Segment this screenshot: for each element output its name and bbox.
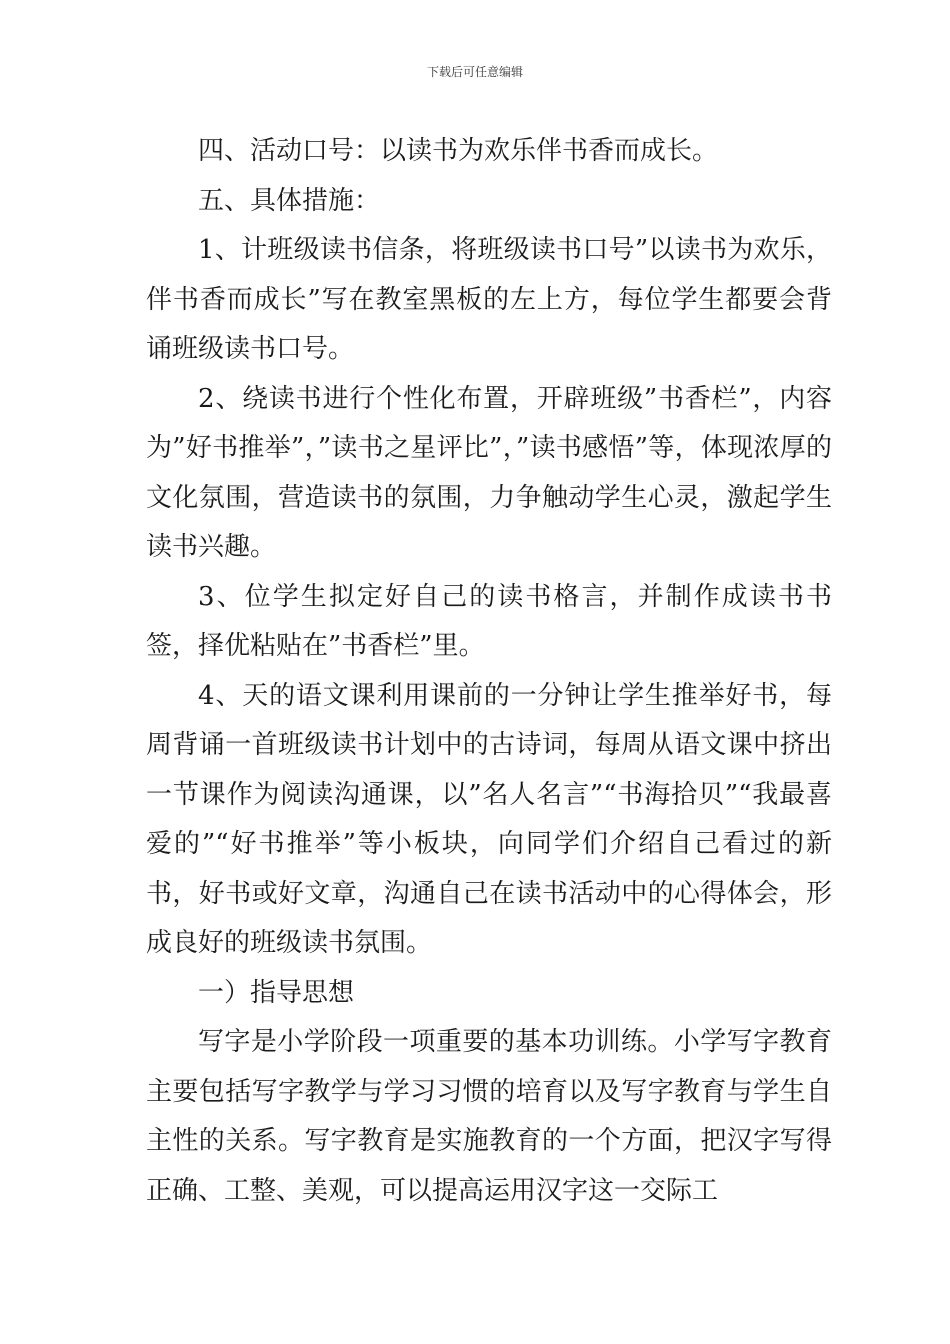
paragraph-guiding-thought-heading: 一）指导思想	[198, 977, 355, 1008]
paragraph-measures-heading: 五、具体措施：	[198, 185, 381, 216]
paragraph-writing-intro: 写字是小学阶段一项重要的基本功训练。小学写字教育主要包括写字教学与学习习惯的培育以及写字教育与学生自主性的关系。写字教育是实施教育的一个方面，把汉字写得正确、工整、美观，可以提高运用汉字这一交际工	[146, 1027, 832, 1206]
document-body	[146, 127, 832, 1216]
page-header: 下载后可任意编辑	[426, 65, 523, 79]
paragraph-measure-2: 2、绕读书进行个性化布置，开辟班级”书香栏”，内容为”好书推举”，”读书之星评比”，”读书感悟”等，体现浓厚的文化氛围，营造读书的氛围，力争触动学生心灵，激起学生读书兴趣。	[146, 383, 832, 562]
paragraph-measure-3: 3、位学生拟定好自己的读书格言，并制作成读书书签，择优粘贴在”书香栏”里。	[146, 581, 832, 661]
paragraph-activity-slogan: 四、活动口号：以读书为欢乐伴书香而成长。	[198, 136, 719, 166]
paragraph-measure-1: 1、计班级读书信条，将班级读书口号”以读书为欢乐，伴书香而成长”写在教室黑板的左上方，每位学生都要会背诵班级读书口号。	[146, 235, 832, 364]
paragraph-measure-4: 4、天的语文课利用课前的一分钟让学生推举好书，每周背诵一首班级读书计划中的古诗词，每周从语文课中挤出一节课作为阅读沟通课，以”名人名言”“书海拾贝”“我最喜爱的”“好书推举”等小板块，向同学们介绍自己看过的新书，好书或好文章，沟通自己在读书活动中的心得体会，形成良好的班级读书氛围。	[146, 680, 832, 958]
